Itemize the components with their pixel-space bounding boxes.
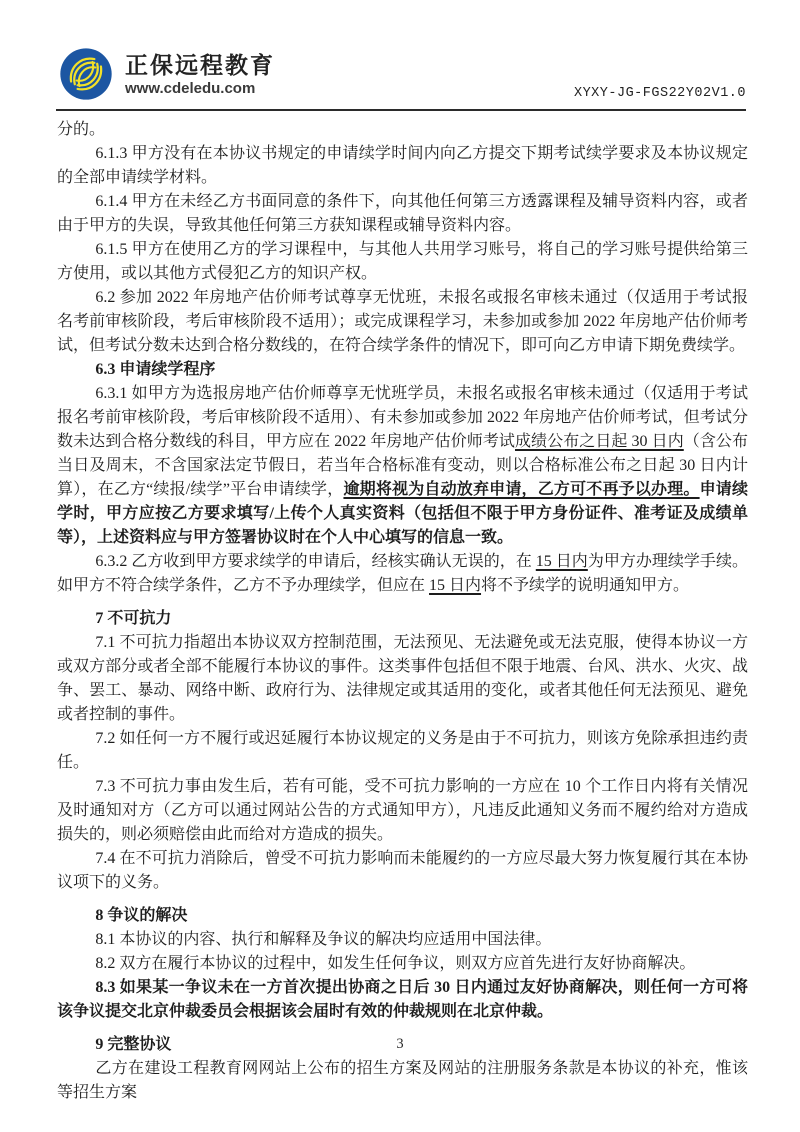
paragraph [57,904,748,928]
paragraph [57,358,748,382]
text-run: 7.3 不可抗力事由发生后，若有可能，受不可抗力影响的一方应在 10 个工作日内将有关情况及时通知对方（乙方可以通过网站公告的方式通知甲方），凡违反此通知义务而不履约给对方造成损失的，则必须赔偿由此而给对方造成的损失。 [57,778,748,843]
header-divider [56,109,746,111]
text-run: 6.3 申请续学程序 [95,361,216,378]
text-run: 7.4 在不可抗力消除后，曾受不可抗力影响而未能履约的一方应尽最大努力恢复履行其在本协议项下的义务。 [57,850,748,891]
text-run: 8.2 双方在履行本协议的过程中，如发生任何争议，则双方应首先进行友好协商解决。 [95,955,696,972]
brand-text [125,51,275,98]
text-run: 6.1.4 甲方在未经乙方书面同意的条件下，向其他任何第三方透露课程及辅导资料内容，或者由于甲方的失误，导致其他任何第三方获知课程或辅导资料内容。 [57,193,748,234]
paragraph [57,382,748,550]
page-footer [0,1036,800,1053]
text-run: （含公布当日及周末，不含国家法定节假日，若当年合格标准有变动，则以合格标准公布之日起 30 日内计算），在乙方“续报/续学”平台申请续学， [57,433,748,498]
text-run: 8 争议的解决 [95,907,188,924]
text-run: 15 日内 [535,553,588,570]
brand-name: 正保远程教育 [125,51,275,78]
paragraph [57,286,748,358]
paragraph [57,727,748,775]
text-run: 成绩公布之日起 30 日内 [514,433,684,450]
paragraph [57,847,748,895]
text-run: 6.1.5 甲方在使用乙方的学习课程中，与其他人共用学习账号，将自己的学习账号提供给第三方使用，或以其他方式侵犯乙方的知识产权。 [57,241,748,282]
text-run: 6.3.2 乙方收到甲方要求续学的申请后，经核实确认无误的，在 [95,553,536,570]
text-run: 将不予续学的说明通知甲方。 [481,577,690,594]
paragraph [57,631,748,727]
paragraph [57,976,748,1024]
brand-website: www.cdeledu.com [125,79,256,97]
text-run: 15 日内 [429,577,482,594]
paragraph [57,1057,748,1105]
text-run: 逾期将视为自动放弃申请，乙方可不再予以办理。 [343,481,700,498]
paragraph [57,550,748,598]
paragraph [57,775,748,847]
text-run: 6.3.1 如甲方为选报房地产估价师尊享无忧班学员，未报名或报名审核未通过（仅适用于考试报名考前审核阶段，考后审核阶段不适用）、有未参加或参加 2022 年房地产估价师考试，但考试分数未达到合格分数线的科目，甲方应在 2022 年房地产估价师考试 [57,385,748,450]
text-run: 乙方在建设工程教育网网站上公布的招生方案及网站的注册服务条款是本协议的补充，惟该等招生方案 [57,1060,748,1101]
page-header [0,0,800,102]
text-run: 为甲方办理续学手续。如甲方不符合续学条件，乙方不予办理续学，但应在 [57,553,748,594]
company-swirl-logo-icon [58,46,114,102]
text-run: 申请续学时，甲方应按乙方要求填写/上传个人真实资料（包括但不限于甲方身份证件、准考证及成绩单等）， [57,481,748,546]
brand [58,46,275,102]
paragraph [57,952,748,976]
text-run: 7 不可抗力 [95,610,172,627]
text-run: 7.2 如任何一方不履行或迟延履行本协议规定的义务是由于不可抗力，则该方免除承担违约责任。 [57,730,748,771]
text-run: 6.1.3 甲方没有在本协议书规定的申请续学时间内向乙方提交下期考试续学要求及本协议规定的全部申请续学材料。 [57,145,748,186]
text-run: 9 完整协议 [95,1036,172,1053]
text-run: 上述资料应与甲方签署协议时在个人中心填写的信息一致。 [97,529,514,546]
paragraph [57,607,748,631]
paragraph [57,928,748,952]
text-run: 8.3 如果某一争议未在一方首次提出协商之日后 30 日内通过友好协商解决，则任何一方可将该争议提交北京仲裁委员会根据该会届时有效的仲裁规则在北京仲裁。 [57,979,748,1020]
text-run: 7.1 不可抗力指超出本协议双方控制范围，无法预见、无法避免或无法克服，使得本协议一方或双方部分或者全部不能履行本协议的事件。这类事件包括但不限于地震、台风、洪水、火灾、战争、罢工、暴动、网络中断、政府行为、法律规定或其适用的变化，或者其他任何无法预见、避免或者控制的事件。 [57,634,748,723]
text-run: 6.2 参加 2022 年房地产估价师考试尊享无忧班，未报名或报名审核未通过（仅适用于考试报名考前审核阶段，考后审核阶段不适用）；或完成课程学习，未参加或参加 2022 年房地产估价师考试，但考试分数未达到合格分数线的，在符合续学条件的情况下，即可向乙方申请下期免费续学。 [57,289,748,354]
document-body [57,118,748,1105]
paragraph [57,238,748,286]
paragraph [57,190,748,238]
text-run: 8.1 本协议的内容、执行和解释及争议的解决均应适用中国法律。 [95,931,552,948]
paragraph [57,142,748,190]
page-number: 3 [396,1036,404,1052]
paragraph [57,118,748,142]
document-code: XYXY-JG-FGS22Y02V1.0 [573,86,746,101]
text-run: 分的。 [57,121,106,138]
